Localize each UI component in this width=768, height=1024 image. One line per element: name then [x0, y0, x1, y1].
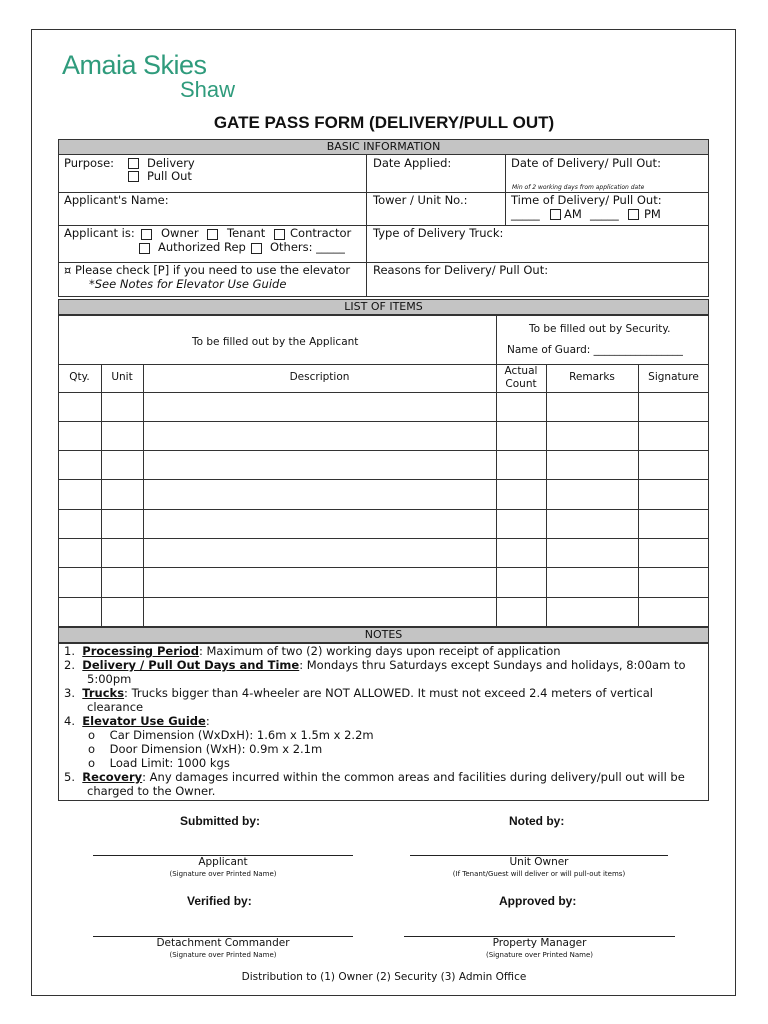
col-divider: [638, 364, 639, 627]
detachment-label: Detachment Commander: [156, 937, 290, 949]
date-applied-label: Date Applied:: [373, 156, 452, 170]
table-row: [58, 597, 709, 598]
others-checkbox[interactable]: [251, 243, 262, 254]
detachment-sub: (Signature over Printed Name): [169, 951, 277, 959]
tenant-checkbox[interactable]: [207, 229, 218, 240]
pm-time-blank[interactable]: _____: [590, 207, 619, 221]
authorized-rep-label: Authorized Rep: [158, 240, 246, 254]
col-unit: Unit: [111, 371, 133, 383]
tenant-label: Tenant: [227, 226, 266, 240]
submitted-by-label: Submitted by:: [180, 814, 260, 828]
tower-unit-label: Tower / Unit No.:: [373, 193, 468, 207]
col-remarks: Remarks: [569, 371, 615, 383]
col-divider: [546, 364, 547, 627]
elevator-bullet-1: o Car Dimension (WxDxH): 1.6m x 1.5m x 2.2m: [88, 728, 374, 742]
property-manager-label: Property Manager: [492, 937, 587, 949]
note-2: 2. Delivery / Pull Out Days and Time: Mondays thru Saturdays except Sundays and holidays, 8:00am to: [64, 658, 686, 672]
elevator-check-label: ¤ Please check [P] if you need to use the elevator: [64, 263, 351, 277]
row-divider: [58, 364, 709, 365]
col-divider: [496, 315, 497, 627]
pull-out-checkbox[interactable]: [128, 171, 139, 182]
applicant-fill-note: To be filled out by the Applicant: [192, 336, 359, 348]
applicant-sub: (Signature over Printed Name): [169, 870, 277, 878]
note-5: 5. Recovery: Any damages incurred within the common areas and facilities during delivery/pull out will be: [64, 770, 685, 784]
date-delivery-label: Date of Delivery/ Pull Out:: [511, 156, 661, 170]
contractor-label: Contractor: [290, 226, 352, 240]
items-table: [58, 315, 709, 627]
property-manager-sub: (Signature over Printed Name): [485, 951, 594, 959]
security-fill-note: To be filled out by Security.: [529, 323, 671, 335]
pm-label: PM: [644, 207, 661, 221]
am-time-blank[interactable]: _____: [511, 207, 540, 221]
owner-checkbox[interactable]: [141, 229, 152, 240]
logo-line2: Shaw: [180, 77, 236, 102]
contractor-checkbox[interactable]: [274, 229, 285, 240]
unit-owner-label: Unit Owner: [509, 856, 569, 868]
elevator-bullet-3: o Load Limit: 1000 kgs: [88, 756, 230, 770]
col-divider: [366, 154, 367, 297]
reasons-label: Reasons for Delivery/ Pull Out:: [373, 263, 549, 277]
col-actual-count: Actual Count: [504, 365, 538, 390]
col-qty: Qty.: [69, 371, 90, 383]
owner-label: Owner: [161, 226, 199, 240]
note-5-cont: charged to the Owner.: [87, 784, 216, 798]
table-row: [58, 567, 709, 568]
note-4: 4. Elevator Use Guide:: [64, 714, 210, 728]
purpose-label: Purpose:: [64, 156, 115, 170]
note-3: 3. Trucks: Trucks bigger than 4-wheeler are NOT ALLOWED. It must not exceed 2.4 meters of vertical: [64, 686, 653, 700]
section-header-notes: NOTES: [58, 627, 709, 643]
form-title: GATE PASS FORM (DELIVERY/PULL OUT): [213, 113, 555, 132]
applicant-label: Applicant: [198, 856, 248, 868]
distribution-note: Distribution to (1) Owner (2) Security (3) Admin Office: [241, 971, 527, 983]
authorized-rep-checkbox[interactable]: [139, 243, 150, 254]
section-header-items: LIST OF ITEMS: [58, 299, 709, 315]
unit-owner-sub: (If Tenant/Guest will deliver or will pull-out items): [452, 870, 626, 878]
logo-line1: Amaia Skies: [62, 50, 207, 80]
table-row: [58, 509, 709, 510]
pull-out-label: Pull Out: [147, 169, 192, 183]
col-signature: Signature: [648, 371, 699, 383]
truck-type-label: Type of Delivery Truck:: [373, 226, 504, 240]
pm-checkbox[interactable]: [628, 209, 639, 220]
applicant-name-label: Applicant's Name:: [64, 193, 169, 207]
approved-by-label: Approved by:: [499, 894, 577, 908]
delivery-checkbox[interactable]: [128, 158, 139, 169]
section-header-basic: BASIC INFORMATION: [58, 139, 709, 155]
col-divider: [505, 154, 506, 225]
others-label: Others: _____: [270, 240, 345, 254]
logo: [62, 50, 252, 105]
table-row: [58, 450, 709, 451]
col-description: Description: [289, 371, 350, 383]
note-2-cont: 5:00pm: [87, 672, 132, 686]
applicant-is-label: Applicant is:: [64, 226, 135, 240]
col-divider: [101, 364, 102, 627]
delivery-label: Delivery: [147, 156, 195, 170]
noted-by-label: Noted by:: [509, 814, 565, 828]
elevator-bullet-2: o Door Dimension (WxH): 0.9m x 2.1m: [88, 742, 323, 756]
guard-name-field[interactable]: Name of Guard: _________________: [507, 344, 683, 356]
time-delivery-label: Time of Delivery/ Pull Out:: [511, 193, 662, 207]
col-divider: [143, 364, 144, 627]
note-3-cont: clearance: [87, 700, 144, 714]
elevator-note: *See Notes for Elevator Use Guide: [89, 277, 287, 291]
am-label: AM: [564, 207, 582, 221]
table-row: [58, 479, 709, 480]
note-1: 1. Processing Period: Maximum of two (2) working days upon receipt of application: [64, 644, 561, 658]
table-row: [58, 421, 709, 422]
verified-by-label: Verified by:: [187, 894, 252, 908]
table-row: [58, 392, 709, 393]
am-checkbox[interactable]: [550, 209, 561, 220]
table-row: [58, 538, 709, 539]
min-days-note: Min of 2 working days from application date: [512, 184, 645, 191]
